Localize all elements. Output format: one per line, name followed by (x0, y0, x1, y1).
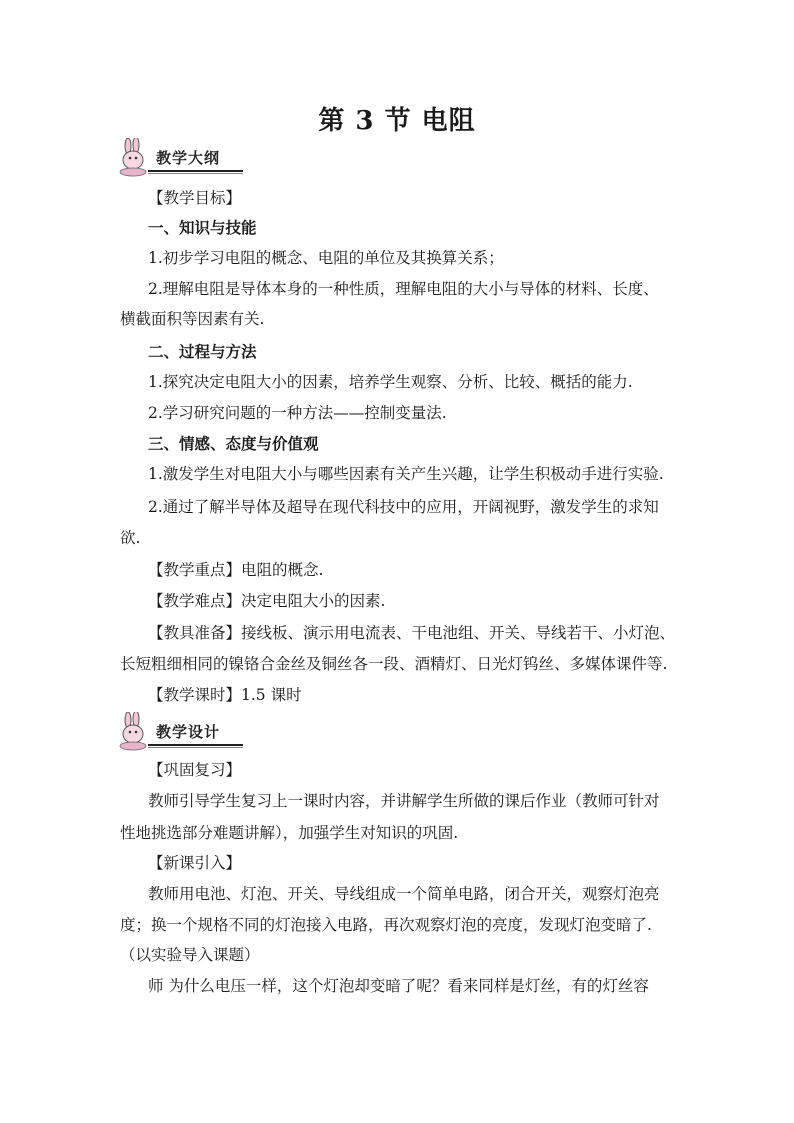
text-line: 度；换一个规格不同的灯泡接入电路，再次观察灯泡的亮度，发现灯泡变暗了. (120, 916, 652, 934)
page-title: 第 3 节 电阻 (318, 106, 476, 136)
text-line: 2.理解电阻是导体本身的一种性质，理解电阻的大小与导体的材料、长度、 (148, 280, 659, 298)
subheading-emotion: 三、情感、态度与价值观 (148, 434, 319, 453)
subheading-knowledge: 一、知识与技能 (148, 218, 257, 237)
text-line: 【教学目标】 (148, 189, 242, 207)
rabbit-mascot-icon (116, 712, 156, 752)
section-badge-design (116, 712, 246, 752)
text-line: 【新课引入】 (148, 854, 242, 872)
rabbit-mascot-icon (116, 138, 156, 178)
text-line: 【教学课时】1.5 课时 (148, 686, 302, 704)
section-underline-thin (148, 173, 243, 174)
text-line: 性地挑选部分难题讲解），加强学生对知识的巩固. (120, 824, 459, 842)
text-line: 2.学习研究问题的一种方法——控制变量法. (148, 404, 447, 422)
text-line: 横截面积等因素有关. (120, 310, 265, 328)
section-label: 教学设计 (156, 723, 221, 741)
text-line: （以实验导入课题） (120, 946, 260, 964)
text-line: 1.初步学习电阻的概念、电阻的单位及其换算关系； (148, 249, 504, 267)
text-line: 【教学难点】决定电阻大小的因素. (148, 592, 386, 610)
section-underline-thin (148, 747, 243, 748)
text-line: 1.激发学生对电阻大小与哪些因素有关产生兴趣，让学生积极动手进行实验. (148, 465, 664, 483)
text-line: 欲. (120, 529, 141, 547)
text-line: 1.探究决定电阻大小的因素，培养学生观察、分析、比较、概括的能力. (148, 373, 633, 391)
text-line: 长短粗细相同的镍铬合金丝及铜丝各一段、酒精灯、日光灯钨丝、多媒体课件等. (120, 655, 668, 673)
subheading-process: 二、过程与方法 (148, 342, 257, 361)
section-badge-syllabus (116, 138, 246, 178)
text-line: 教师用电池、灯泡、开关、导线组成一个简单电路，闭合开关，观察灯泡亮 (148, 885, 660, 903)
text-line: 【教具准备】接线板、演示用电流表、干电池组、开关、导线若干、小灯泡、 (148, 624, 676, 642)
text-line: 教师引导学生复习上一课时内容，并讲解学生所做的课后作业（教师可针对 (148, 792, 660, 810)
text-line: 【巩固复习】 (148, 761, 242, 779)
section-underline (148, 744, 243, 746)
section-label: 教学大纲 (156, 149, 221, 167)
text-line: 师 为什么电压一样，这个灯泡却变暗了呢？看来同样是灯丝，有的灯丝容 (148, 977, 649, 995)
text-line: 【教学重点】电阻的概念. (148, 561, 324, 579)
section-underline (148, 170, 243, 172)
text-line: 2.通过了解半导体及超导在现代科技中的应用，开阔视野，激发学生的求知 (148, 498, 659, 516)
